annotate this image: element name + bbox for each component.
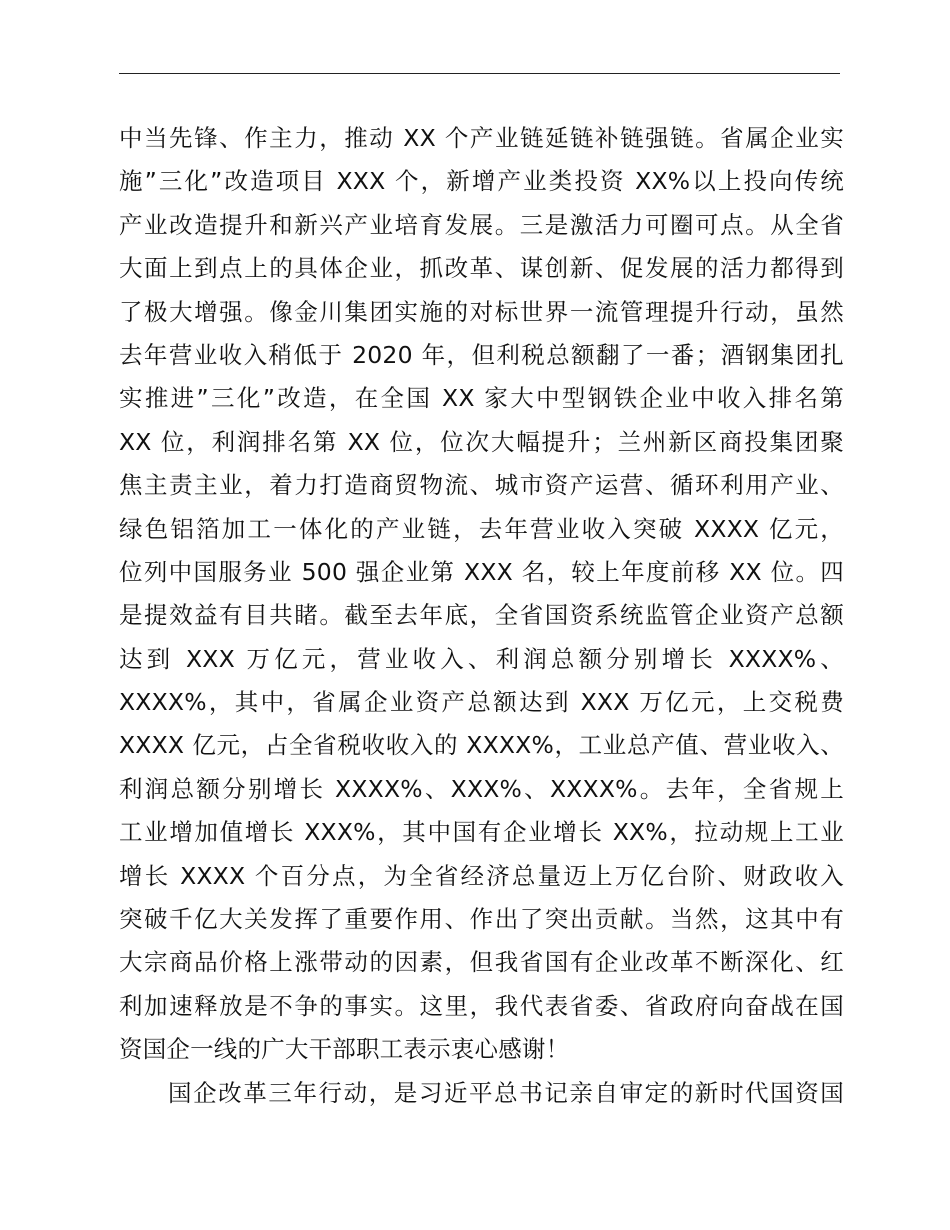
text-line: 中当先锋、作主力，推动 XX 个产业链延链补链强链。省属企业实 (119, 124, 844, 152)
paragraph-start-line: 国企改革三年行动，是习近平总书记亲自审定的新时代国资国 (168, 1078, 844, 1107)
text-line: 增长 XXXX 个百分点，为全省经济总量迈上万亿台阶、财政收入 (119, 861, 844, 890)
text-line: 位列中国服务业 500 强企业第 XXX 名，较上年度前移 XX 位。四 (119, 557, 844, 586)
text-line: 达到 XXX 万亿元，营业收入、利润总额分别增长 XXXX%、 (119, 644, 844, 673)
text-line: 去年营业收入稍低于 2020 年，但利税总额翻了一番；酒钢集团扎 (119, 340, 844, 369)
text-line: 利加速释放是不争的事实。这里，我代表省委、省政府向奋战在国 (119, 991, 844, 1020)
text-line: 焦主责主业，着力打造商贸物流、城市资产运营、循环利用产业、 (119, 471, 844, 500)
text-line: 施”三化”改造项目 XXX 个，新增产业类投资 XX%以上投向传统 (119, 167, 844, 196)
text-line: XXXX%，其中，省属企业资产总额达到 XXX 万亿元，上交税费 (119, 688, 844, 717)
text-line: XXXX 亿元，占全省税收收入的 XXXX%，工业总产值、营业收入、 (119, 731, 844, 760)
text-line: 大面上到点上的具体企业，抓改革、谋创新、促发展的活力都得到 (119, 254, 844, 283)
document-body (119, 117, 844, 1115)
text-line: 突破千亿大关发挥了重要作用、作出了突出贡献。当然，这其中有 (119, 905, 844, 934)
text-line: 大宗商品价格上涨带动的因素，但我省国有企业改革不断深化、红 (119, 948, 844, 977)
text-line: 产业改造提升和新兴产业培育发展。三是激活力可圈可点。从全省 (119, 210, 844, 239)
header-rule (119, 73, 840, 74)
text-line: 绿色铝箔加工一体化的产业链，去年营业收入突破 XXXX 亿元， (119, 514, 844, 543)
text-line: 是提效益有目共睹。截至去年底，全省国资系统监管企业资产总额 (119, 601, 844, 630)
text-line: 实推进”三化”改造，在全国 XX 家大中型钢铁企业中收入排名第 (119, 384, 844, 413)
paragraph-end-line: 资国企一线的广大干部职工表示衷心感谢！ (119, 1035, 570, 1064)
text-line: 利润总额分别增长 XXXX%、XXX%、XXXX%。去年，全省规上 (119, 774, 844, 803)
text-line: 了极大增强。像金川集团实施的对标世界一流管理提升行动，虽然 (119, 297, 844, 326)
text-line: 工业增加值增长 XXX%，其中国有企业增长 XX%，拉动规上工业 (119, 818, 844, 847)
text-line: XX 位，利润排名第 XX 位，位次大幅提升；兰州新区商投集团聚 (119, 427, 844, 456)
